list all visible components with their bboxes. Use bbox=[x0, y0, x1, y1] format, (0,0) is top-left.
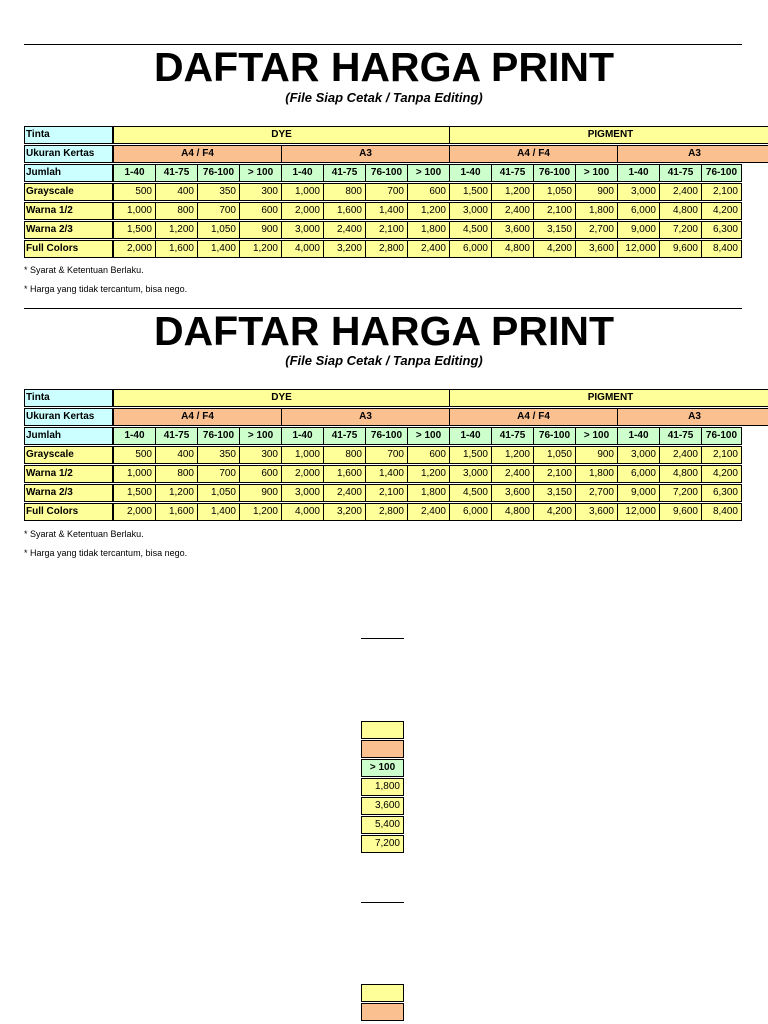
qty-header: 1-40 bbox=[449, 427, 492, 445]
price-cell: 12,000 bbox=[617, 503, 660, 521]
size-a3-pigment: A3 bbox=[617, 408, 768, 426]
table-row bbox=[24, 202, 768, 221]
price-cell: 600 bbox=[407, 446, 450, 464]
qty-header: 76-100 bbox=[197, 427, 240, 445]
price-cell: 300 bbox=[239, 446, 282, 464]
table-row bbox=[24, 240, 768, 259]
price-cell: 2,800 bbox=[365, 503, 408, 521]
price-cell: 1,500 bbox=[113, 221, 156, 239]
price-cell: 7,200 bbox=[659, 484, 702, 502]
price-cell: 3,000 bbox=[449, 202, 492, 220]
fragment-cell bbox=[361, 740, 404, 758]
row-label: Grayscale bbox=[24, 446, 113, 464]
price-cell: 900 bbox=[575, 183, 618, 201]
size-a4-dye: A4 / F4 bbox=[113, 145, 282, 163]
price-cell: 2,000 bbox=[281, 202, 324, 220]
price-cell: 7,200 bbox=[659, 221, 702, 239]
ukuran-row bbox=[24, 145, 768, 164]
fragment-row bbox=[0, 835, 744, 854]
price-cell: 12,000 bbox=[617, 240, 660, 258]
price-cell: 700 bbox=[197, 202, 240, 220]
price-cell: 4,000 bbox=[281, 503, 324, 521]
price-cell: 1,000 bbox=[281, 183, 324, 201]
size-a4-pigment: A4 / F4 bbox=[449, 145, 618, 163]
fragment-cell bbox=[361, 984, 404, 1002]
price-cell: 2,000 bbox=[113, 503, 156, 521]
fragment-qty-header: > 100 bbox=[361, 759, 404, 777]
note-terms: * Syarat & Ketentuan Berlaku. bbox=[24, 265, 144, 275]
pigment-header: PIGMENT bbox=[449, 389, 768, 407]
qty-header: 76-100 bbox=[365, 164, 408, 182]
qty-header: 1-40 bbox=[281, 164, 324, 182]
price-cell: 6,000 bbox=[449, 503, 492, 521]
price-cell: 1,200 bbox=[407, 465, 450, 483]
price-cell: 6,300 bbox=[701, 484, 742, 502]
note-terms: * Syarat & Ketentuan Berlaku. bbox=[24, 529, 144, 539]
price-cell: 400 bbox=[155, 446, 198, 464]
table-row bbox=[24, 484, 768, 503]
price-cell: 4,500 bbox=[449, 484, 492, 502]
price-cell: 500 bbox=[113, 183, 156, 201]
fragment-row bbox=[0, 759, 744, 778]
price-cell: 1,200 bbox=[491, 183, 534, 201]
price-cell: 500 bbox=[113, 446, 156, 464]
fragment-row bbox=[0, 984, 744, 1003]
table-row bbox=[24, 503, 768, 522]
fragment-row bbox=[0, 797, 744, 816]
price-cell: 1,800 bbox=[407, 484, 450, 502]
price-cell: 2,000 bbox=[281, 465, 324, 483]
tinta-row bbox=[24, 389, 768, 408]
dye-header: DYE bbox=[113, 389, 450, 407]
price-cell: 800 bbox=[323, 183, 366, 201]
price-cell: 9,000 bbox=[617, 484, 660, 502]
price-cell: 900 bbox=[239, 221, 282, 239]
qty-header: 76-100 bbox=[533, 164, 576, 182]
price-cell: 3,150 bbox=[533, 221, 576, 239]
price-cell: 2,400 bbox=[659, 446, 702, 464]
price-cell: 2,800 bbox=[365, 240, 408, 258]
price-cell: 1,600 bbox=[323, 465, 366, 483]
qty-header: 76-100 bbox=[701, 427, 742, 445]
price-cell: 3,600 bbox=[491, 484, 534, 502]
price-cell: 1,050 bbox=[533, 446, 576, 464]
price-cell: 800 bbox=[155, 465, 198, 483]
table-row bbox=[24, 183, 768, 202]
row-label: Grayscale bbox=[24, 183, 113, 201]
price-cell: 1,000 bbox=[281, 446, 324, 464]
price-cell: 1,200 bbox=[491, 446, 534, 464]
tinta-label: Tinta bbox=[24, 126, 113, 144]
qty-header: 41-75 bbox=[323, 164, 366, 182]
price-cell: 8,400 bbox=[701, 503, 742, 521]
jumlah-row bbox=[24, 427, 768, 446]
qty-header: > 100 bbox=[239, 427, 282, 445]
price-cell: 2,100 bbox=[533, 202, 576, 220]
price-cell: 9,600 bbox=[659, 503, 702, 521]
price-cell: 3,000 bbox=[281, 484, 324, 502]
qty-header: 41-75 bbox=[155, 164, 198, 182]
note-negotiable: * Harga yang tidak tercantum, bisa nego. bbox=[24, 548, 188, 558]
price-cell: 3,200 bbox=[323, 240, 366, 258]
dye-header: DYE bbox=[113, 126, 450, 144]
size-a4-pigment: A4 / F4 bbox=[449, 408, 618, 426]
row-label: Warna 2/3 bbox=[24, 221, 113, 239]
fragment-rule bbox=[361, 638, 404, 639]
price-cell: 1,000 bbox=[113, 202, 156, 220]
price-cell: 350 bbox=[197, 183, 240, 201]
fragment-row bbox=[0, 740, 744, 759]
row-label: Warna 1/2 bbox=[24, 202, 113, 220]
page-title: DAFTAR HARGA PRINT bbox=[153, 308, 615, 354]
price-cell: 1,200 bbox=[407, 202, 450, 220]
price-cell: 3,000 bbox=[617, 446, 660, 464]
tinta-label: Tinta bbox=[24, 389, 113, 407]
price-cell: 1,400 bbox=[197, 503, 240, 521]
price-cell: 2,400 bbox=[323, 484, 366, 502]
ukuran-row bbox=[24, 408, 768, 427]
price-cell: 2,400 bbox=[407, 240, 450, 258]
jumlah-label: Jumlah bbox=[24, 427, 113, 445]
qty-header: 41-75 bbox=[659, 427, 702, 445]
price-cell: 1,200 bbox=[155, 484, 198, 502]
price-cell: 2,400 bbox=[491, 202, 534, 220]
fragment-price-cell: 7,200 bbox=[361, 835, 404, 853]
row-label: Full Colors bbox=[24, 240, 113, 258]
price-cell: 3,000 bbox=[617, 183, 660, 201]
fragment-row bbox=[0, 778, 744, 797]
price-cell: 6,000 bbox=[449, 240, 492, 258]
price-cell: 8,400 bbox=[701, 240, 742, 258]
qty-header: 41-75 bbox=[155, 427, 198, 445]
price-cell: 3,000 bbox=[281, 221, 324, 239]
price-cell: 4,200 bbox=[701, 202, 742, 220]
size-a3-dye: A3 bbox=[281, 408, 450, 426]
qty-header: 41-75 bbox=[491, 427, 534, 445]
price-cell: 1,600 bbox=[155, 240, 198, 258]
price-cell: 1,400 bbox=[197, 240, 240, 258]
price-cell: 3,600 bbox=[575, 240, 618, 258]
price-cell: 700 bbox=[365, 446, 408, 464]
table-row bbox=[24, 465, 768, 484]
price-section-2 bbox=[0, 264, 768, 564]
qty-header: > 100 bbox=[407, 427, 450, 445]
price-cell: 4,800 bbox=[659, 202, 702, 220]
qty-header: 76-100 bbox=[701, 164, 742, 182]
price-cell: 900 bbox=[239, 484, 282, 502]
price-cell: 4,200 bbox=[701, 465, 742, 483]
fragment-rule bbox=[361, 902, 404, 903]
row-label: Full Colors bbox=[24, 503, 113, 521]
price-cell: 2,700 bbox=[575, 221, 618, 239]
price-cell: 3,000 bbox=[449, 465, 492, 483]
page-title: DAFTAR HARGA PRINT bbox=[153, 44, 615, 90]
price-cell: 4,000 bbox=[281, 240, 324, 258]
price-cell: 2,000 bbox=[113, 240, 156, 258]
price-cell: 300 bbox=[239, 183, 282, 201]
price-cell: 800 bbox=[155, 202, 198, 220]
price-cell: 800 bbox=[323, 446, 366, 464]
price-cell: 9,000 bbox=[617, 221, 660, 239]
qty-header: > 100 bbox=[407, 164, 450, 182]
price-cell: 400 bbox=[155, 183, 198, 201]
price-cell: 600 bbox=[239, 465, 282, 483]
fragment-row bbox=[0, 721, 744, 740]
price-cell: 9,600 bbox=[659, 240, 702, 258]
price-cell: 2,100 bbox=[365, 484, 408, 502]
price-cell: 1,000 bbox=[113, 465, 156, 483]
price-cell: 1,800 bbox=[407, 221, 450, 239]
price-cell: 4,500 bbox=[449, 221, 492, 239]
qty-header: 76-100 bbox=[533, 427, 576, 445]
price-cell: 2,400 bbox=[659, 183, 702, 201]
price-cell: 3,150 bbox=[533, 484, 576, 502]
qty-header: 41-75 bbox=[323, 427, 366, 445]
price-cell: 2,100 bbox=[365, 221, 408, 239]
fragment-price-cell: 5,400 bbox=[361, 816, 404, 834]
ukuran-label: Ukuran Kertas bbox=[24, 408, 113, 426]
price-cell: 2,100 bbox=[533, 465, 576, 483]
price-cell: 2,400 bbox=[323, 221, 366, 239]
table-row bbox=[24, 221, 768, 240]
price-cell: 2,400 bbox=[491, 465, 534, 483]
qty-header: 76-100 bbox=[365, 427, 408, 445]
price-cell: 4,800 bbox=[659, 465, 702, 483]
price-cell: 2,100 bbox=[701, 446, 742, 464]
price-cell: 1,200 bbox=[239, 240, 282, 258]
price-cell: 4,800 bbox=[491, 503, 534, 521]
qty-header: > 100 bbox=[575, 427, 618, 445]
price-cell: 4,200 bbox=[533, 240, 576, 258]
price-cell: 1,800 bbox=[575, 202, 618, 220]
qty-header: 1-40 bbox=[113, 164, 156, 182]
qty-header: 41-75 bbox=[659, 164, 702, 182]
price-cell: 1,500 bbox=[449, 446, 492, 464]
note-negotiable: * Harga yang tidak tercantum, bisa nego. bbox=[24, 284, 188, 294]
price-cell: 1,500 bbox=[449, 183, 492, 201]
qty-header: 1-40 bbox=[617, 164, 660, 182]
qty-header: > 100 bbox=[575, 164, 618, 182]
size-a3-dye: A3 bbox=[281, 145, 450, 163]
price-cell: 600 bbox=[239, 202, 282, 220]
qty-header: 1-40 bbox=[113, 427, 156, 445]
price-section-1 bbox=[0, 0, 768, 300]
price-cell: 6,300 bbox=[701, 221, 742, 239]
fragment-price-cell: 1,800 bbox=[361, 778, 404, 796]
row-label: Warna 1/2 bbox=[24, 465, 113, 483]
price-cell: 600 bbox=[407, 183, 450, 201]
size-a4-dye: A4 / F4 bbox=[113, 408, 282, 426]
price-cell: 1,500 bbox=[113, 484, 156, 502]
fragment-cell bbox=[361, 721, 404, 739]
price-cell: 2,100 bbox=[701, 183, 742, 201]
qty-header: 1-40 bbox=[281, 427, 324, 445]
price-cell: 1,200 bbox=[239, 503, 282, 521]
price-cell: 3,600 bbox=[491, 221, 534, 239]
ukuran-label: Ukuran Kertas bbox=[24, 145, 113, 163]
price-cell: 6,000 bbox=[617, 465, 660, 483]
page-subtitle: (File Siap Cetak / Tanpa Editing) bbox=[285, 90, 483, 105]
price-cell: 2,700 bbox=[575, 484, 618, 502]
fragment-cell bbox=[361, 1003, 404, 1021]
price-cell: 4,200 bbox=[533, 503, 576, 521]
price-cell: 1,600 bbox=[323, 202, 366, 220]
jumlah-label: Jumlah bbox=[24, 164, 113, 182]
price-cell: 6,000 bbox=[617, 202, 660, 220]
fragment-price-cell: 3,600 bbox=[361, 797, 404, 815]
price-cell: 900 bbox=[575, 446, 618, 464]
fragment-row bbox=[0, 816, 744, 835]
page-subtitle: (File Siap Cetak / Tanpa Editing) bbox=[285, 353, 483, 368]
price-cell: 2,400 bbox=[407, 503, 450, 521]
qty-header: 1-40 bbox=[617, 427, 660, 445]
price-cell: 350 bbox=[197, 446, 240, 464]
price-cell: 4,800 bbox=[491, 240, 534, 258]
price-cell: 3,600 bbox=[575, 503, 618, 521]
table-row bbox=[24, 446, 768, 465]
price-cell: 1,400 bbox=[365, 202, 408, 220]
qty-header: 1-40 bbox=[449, 164, 492, 182]
jumlah-row bbox=[24, 164, 768, 183]
price-cell: 1,600 bbox=[155, 503, 198, 521]
row-label: Warna 2/3 bbox=[24, 484, 113, 502]
price-cell: 700 bbox=[365, 183, 408, 201]
price-cell: 1,400 bbox=[365, 465, 408, 483]
price-cell: 1,800 bbox=[575, 465, 618, 483]
price-cell: 3,200 bbox=[323, 503, 366, 521]
price-cell: 1,050 bbox=[197, 484, 240, 502]
price-cell: 700 bbox=[197, 465, 240, 483]
fragment-row bbox=[0, 1003, 744, 1022]
price-cell: 1,050 bbox=[533, 183, 576, 201]
qty-header: > 100 bbox=[239, 164, 282, 182]
price-cell: 1,200 bbox=[155, 221, 198, 239]
qty-header: 76-100 bbox=[197, 164, 240, 182]
price-cell: 1,050 bbox=[197, 221, 240, 239]
qty-header: 41-75 bbox=[491, 164, 534, 182]
pigment-header: PIGMENT bbox=[449, 126, 768, 144]
tinta-row bbox=[24, 126, 768, 145]
size-a3-pigment: A3 bbox=[617, 145, 768, 163]
